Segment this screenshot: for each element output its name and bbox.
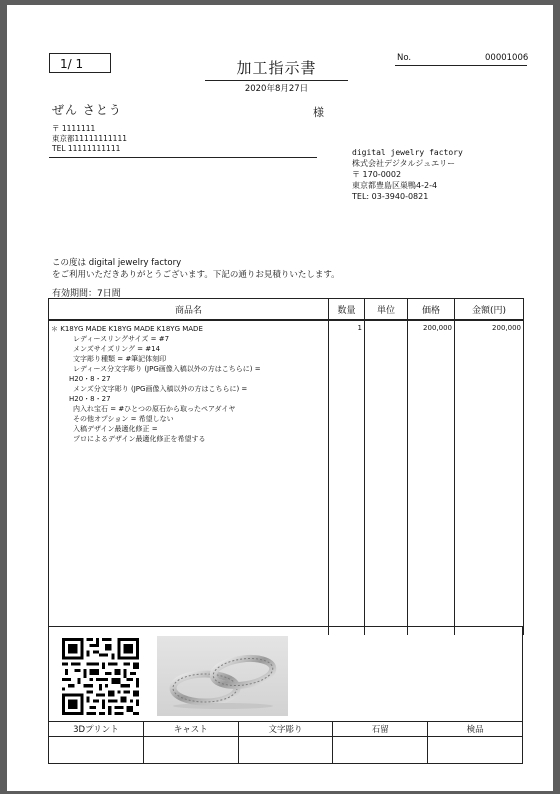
greeting [52, 258, 340, 281]
product-line: レディースリングサイズ = #7 [73, 335, 170, 343]
company-postal: 〒 170-0002 [352, 170, 402, 179]
product-line: レディース分文字彫り (JPG画像入稿以外の方はこちらに) = [73, 365, 261, 373]
customer-info [52, 124, 127, 154]
header-amount: 金額(円) [455, 299, 524, 321]
product-line: 内入れ宝石 = #ひとつの原石から取ったペアダイヤ [73, 405, 236, 413]
page-indicator: 1/ 1 [49, 53, 111, 73]
product-line: メンズ分文字彫り (JPG画像入稿以外の方はこちらに) = [73, 385, 248, 393]
product-line: メンズサイズリング = #14 [73, 345, 161, 353]
process-cell-3d-print [49, 737, 144, 764]
company-info [352, 147, 463, 202]
document-date: 2020年8月27日 [244, 84, 309, 94]
product-cell [49, 320, 329, 635]
process-header-cast: キャスト [143, 722, 238, 737]
process-header-inspection: 検品 [428, 722, 523, 737]
quantity-cell: 1 [329, 320, 365, 635]
product-line: その他オプション = 希望しない [73, 415, 174, 423]
document-number-underline [395, 65, 527, 66]
company-tel: TEL: 03-3940-0821 [352, 192, 429, 201]
company-address: 東京都豊島区巣鴨4-2-4 [352, 181, 438, 190]
greeting-line-2: をご利用いただきありがとうございます。下記の通りお見積りいたします。 [52, 269, 340, 280]
company-name-jp: 株式会社デジタルジュエリー [352, 159, 456, 168]
company-name-en: digital jewelry factory [352, 148, 463, 157]
customer-address: 東京都11111111111 [52, 134, 127, 143]
document-title: 加工指示書 [205, 57, 348, 81]
process-header-row [49, 722, 523, 737]
customer-postal: 〒 1111111 [52, 124, 96, 133]
items-table [48, 298, 524, 635]
process-header-engraving: 文字彫り [238, 722, 333, 737]
process-header-3d-print: 3Dプリント [49, 722, 144, 737]
items-header-row [49, 299, 524, 321]
customer-honorific: 様 [313, 106, 324, 119]
header-product: 商品名 [49, 299, 329, 321]
customer-name: ぜん さとう [52, 103, 122, 117]
process-cell-inspection [428, 737, 523, 764]
table-row [49, 320, 524, 635]
process-cell-engraving [238, 737, 333, 764]
amount-cell: 200,000 [455, 320, 524, 635]
product-line: ＊ K18YG MADE K18YG MADE K18YG MADE [51, 325, 203, 333]
unit-cell [365, 320, 408, 635]
validity-period: 有効期間：7日間 [52, 289, 121, 299]
product-line: H20・8・27 [69, 395, 111, 403]
greeting-line-1: この度は digital jewelry factory [52, 258, 182, 268]
document-number-label: No. [397, 53, 412, 63]
customer-underline [49, 157, 317, 158]
process-table [48, 721, 523, 764]
header-quantity: 数量 [329, 299, 365, 321]
customer-tel: TEL 11111111111 [52, 144, 121, 153]
process-header-stone-setting: 石留 [333, 722, 428, 737]
process-cell-cast [143, 737, 238, 764]
process-row [49, 737, 523, 764]
document-page [7, 5, 553, 791]
document-number-value: 00001006 [485, 53, 529, 63]
header-unit: 単位 [365, 299, 408, 321]
product-line: 入稿デザイン最適化修正 = [73, 425, 158, 433]
product-line: プロによるデザイン最適化修正を希望する [73, 435, 206, 443]
price-cell: 200,000 [408, 320, 455, 635]
header-price: 価格 [408, 299, 455, 321]
qr-code-icon [62, 638, 139, 715]
product-line: 文字彫り種類 = #筆記体刻印 [73, 355, 167, 363]
product-line: H20・8・27 [69, 375, 111, 383]
process-cell-stone-setting [333, 737, 428, 764]
ring-photo [157, 636, 288, 716]
